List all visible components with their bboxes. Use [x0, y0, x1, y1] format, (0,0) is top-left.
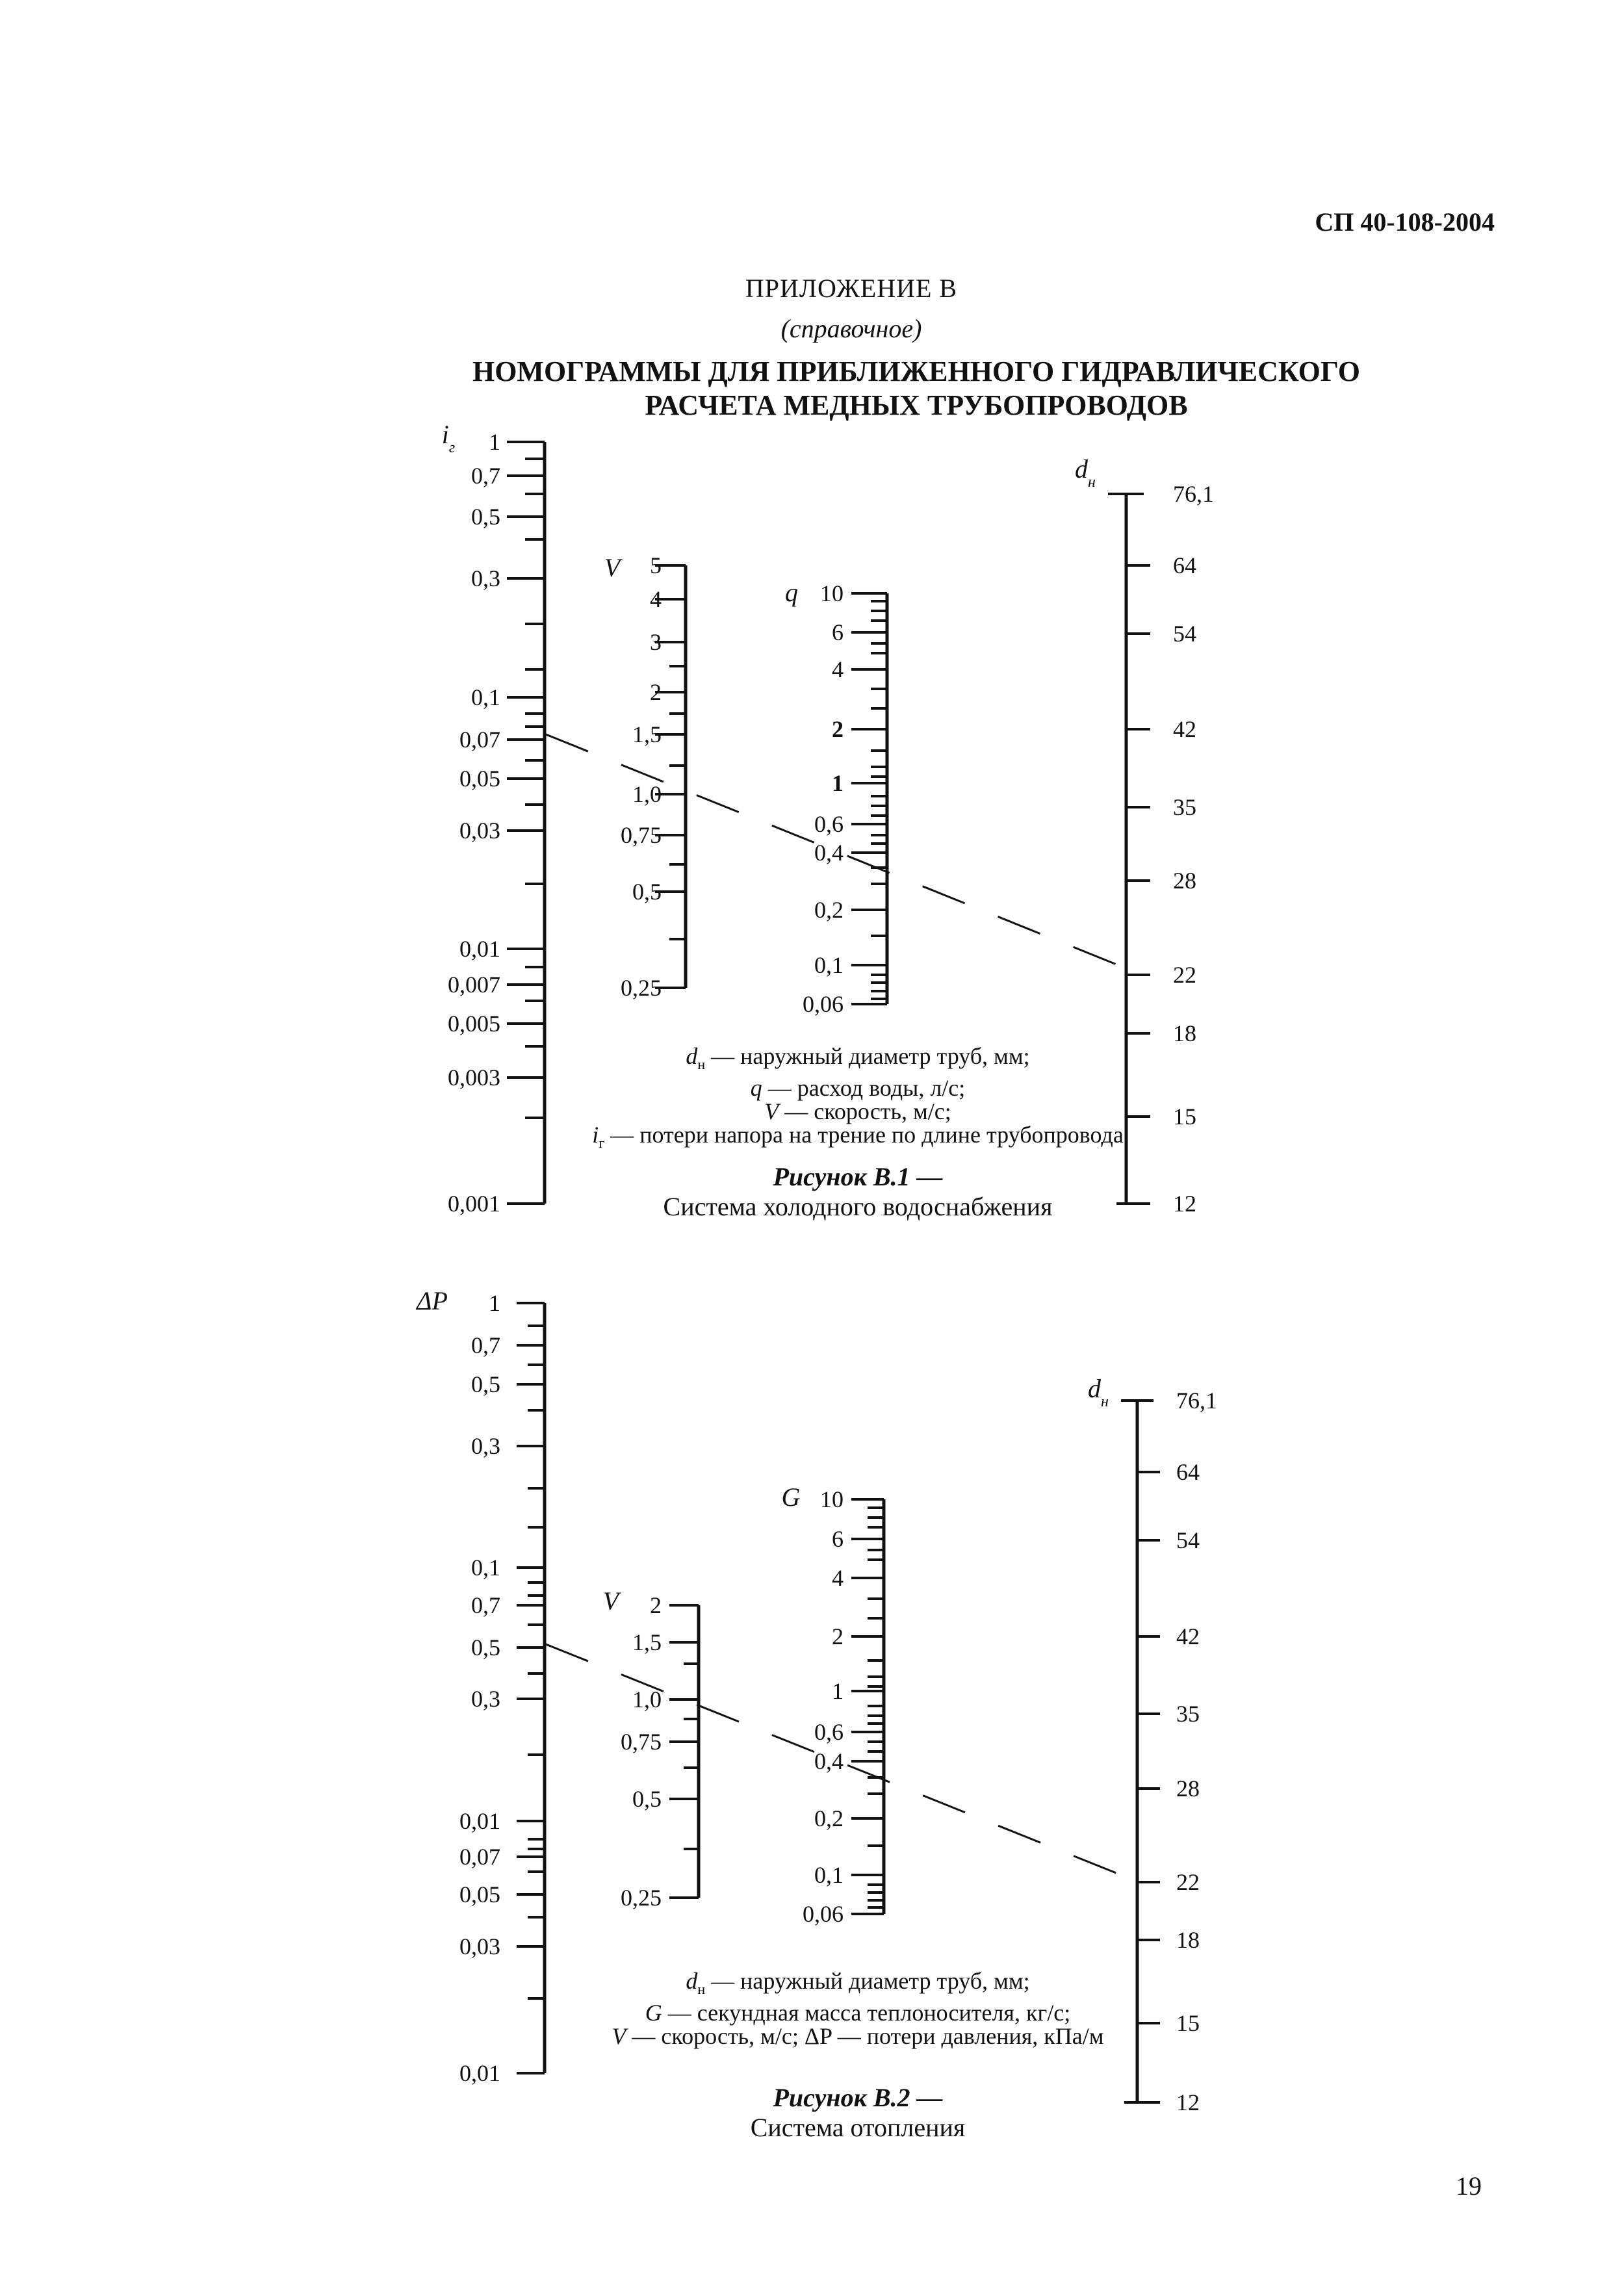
fig1-v-tick-label: 4 — [650, 586, 662, 612]
fig2-dn-tick-label: 42 — [1176, 1623, 1200, 1649]
fig1-ir-tick-label: 0,07 — [459, 727, 500, 753]
fig1-ir-tick-label: 0,05 — [459, 766, 500, 792]
fig1-v-tick-label: 0,75 — [621, 822, 662, 848]
figure-2-caption-title: Рисунок В.2 — — [773, 2083, 943, 2112]
figure-2-caption — [598, 2083, 1118, 2143]
fig1-q-tick-label: 10 — [820, 580, 844, 606]
fig1-ir-tick-label: 0,03 — [459, 818, 500, 844]
fig2-dn-tick-label: 35 — [1176, 1701, 1200, 1727]
fig2-g-tick-label: 0,1 — [814, 1862, 844, 1888]
fig1-dn-tick-label: 64 — [1173, 552, 1196, 578]
fig2-dn-tick-label: 18 — [1176, 1927, 1200, 1953]
fig2-dn-tick-label: 28 — [1176, 1776, 1200, 1802]
fig2-dp-tick-label: 0,05 — [459, 1881, 500, 1907]
fig1-dn-scale-name-sub: н — [1088, 474, 1096, 491]
fig2-g-tick-label: 6 — [832, 1526, 844, 1552]
legend-symbol: V — [612, 2023, 626, 2050]
legend-text: — скорость, м/с; ΔP — потери давления, кПа/м — [626, 2023, 1104, 2050]
appendix-label: ПРИЛОЖЕНИЕ В — [745, 274, 958, 303]
fig2-dn-scale-name-sub: н — [1101, 1393, 1109, 1410]
fig1-ir-tick-label: 0,003 — [448, 1065, 500, 1091]
fig2-dp-tick-label: 0,5 — [471, 1634, 500, 1660]
fig2-dp-tick-label: 0,7 — [471, 1592, 500, 1618]
fig1-v-tick-label: 1,5 — [632, 721, 662, 747]
fig2-dp-tick-label: 1 — [489, 1290, 500, 1316]
fig1-dn-tick-label: 76,1 — [1173, 481, 1214, 507]
fig1-v-tick-label: 2 — [650, 679, 662, 705]
figure-1-legend-line-4 — [533, 1123, 1183, 1155]
fig1-ir-tick-label: 0,001 — [448, 1191, 500, 1217]
fig2-dp-tick-label: 0,3 — [471, 1686, 500, 1712]
fig2-dn-tick-label: 76,1 — [1176, 1388, 1217, 1414]
fig2-v-tick-label: 1,5 — [632, 1629, 662, 1655]
figure-2-legend-line-1 — [533, 1969, 1183, 2001]
fig2-dn-tick-label: 22 — [1176, 1869, 1200, 1895]
fig2-g-tick-label: 0,6 — [814, 1719, 844, 1745]
legend-symbol: q — [750, 1075, 762, 1102]
fig2-v-tick-label: 0,25 — [621, 1885, 662, 1911]
fig2-dn-tick-label: 12 — [1176, 2089, 1200, 2115]
legend-symbol-sub: н — [697, 1981, 706, 1998]
fig2-g-tick-label: 0,4 — [814, 1748, 844, 1774]
legend-text: — скорость, м/с; — [779, 1098, 951, 1125]
fig1-q-scale-name: q — [785, 578, 798, 607]
fig1-v-tick-label: 3 — [650, 629, 662, 655]
fig1-dn-tick-label: 35 — [1173, 794, 1196, 820]
fig1-v-tick-label: 0,5 — [632, 879, 662, 905]
fig2-dp-tick-label: 0,5 — [471, 1371, 500, 1397]
fig1-ir-tick-label: 0,005 — [448, 1011, 500, 1037]
fig2-dp-tick-label: 0,01 — [459, 2060, 500, 2086]
fig2-g-tick-label: 0,06 — [803, 1901, 844, 1927]
fig1-ir-tick-label: 0,007 — [448, 972, 500, 998]
figure-1-legend — [533, 1044, 1183, 1155]
figure-2-legend-line-2 — [533, 2001, 1183, 2024]
fig1-ir-scale-name: $i_г$ — [441, 420, 456, 456]
legend-text: — наружный диаметр труб, мм; — [705, 1043, 1030, 1069]
legend-text: — секундная масса теплоносителя, кг/с; — [662, 2000, 1071, 2026]
legend-text: — наружный диаметр труб, мм; — [705, 1968, 1030, 1994]
fig1-ir-scale-name-sub: г — [448, 439, 456, 456]
fig1-q-tick-label: 0,1 — [814, 952, 844, 978]
appendix-title-line-1: НОМОГРАММЫ ДЛЯ ПРИБЛИЖЕННОГО ГИДРАВЛИЧЕСКОГО — [472, 355, 1361, 387]
legend-symbol: d — [686, 1043, 698, 1069]
fig1-q-tick-label: 0,2 — [814, 897, 844, 923]
fig1-dn-tick-label: 54 — [1173, 621, 1196, 647]
fig2-dp-tick-label: 0,03 — [459, 1933, 500, 1959]
legend-symbol: V — [764, 1098, 779, 1125]
fig1-ir-tick-label: 0,1 — [471, 684, 500, 710]
fig1-dn-tick-label: 28 — [1173, 868, 1196, 894]
fig1-ir-tick-label: 1 — [489, 429, 500, 455]
fig2-dp-tick-label: 0,3 — [471, 1433, 500, 1459]
fig1-dn-tick-label: 18 — [1173, 1020, 1196, 1046]
fig1-dn-tick-label: 15 — [1173, 1104, 1196, 1130]
fig2-dn-tick-label: 15 — [1176, 2010, 1200, 2036]
fig2-dp-tick-label: 0,07 — [459, 1844, 500, 1870]
figure-1-legend-line-1 — [533, 1044, 1183, 1076]
fig2-v-tick-label: 2 — [650, 1592, 662, 1618]
legend-symbol: d — [686, 1968, 698, 1994]
fig2-v-scale-name: V — [602, 1586, 619, 1616]
fig2-v-tick-label: 0,75 — [621, 1729, 662, 1755]
fig1-q-tick-label: 4 — [832, 656, 844, 682]
fig1-ir-tick-label: 0,3 — [471, 565, 500, 591]
legend-text: — потери напора на трение по длине трубопровода — [604, 1122, 1124, 1148]
legend-symbol: i — [592, 1122, 599, 1148]
fig1-v-tick-label: 0,25 — [621, 975, 662, 1001]
fig1-q-tick-label: 0,4 — [814, 840, 844, 866]
fig1-ir-tick-label: 0,5 — [471, 504, 500, 530]
legend-text: — расход воды, л/с; — [762, 1075, 966, 1102]
figure-1-legend-line-2 — [533, 1076, 1183, 1100]
appendix-title-line-2: РАСЧЕТА МЕДНЫХ ТРУБОПРОВОДОВ — [645, 389, 1188, 421]
fig1-v-tick-label: 1,0 — [632, 781, 662, 807]
fig2-dp-scale-name: ΔP — [417, 1286, 448, 1315]
fig2-v-tick-label: 0,5 — [632, 1786, 662, 1812]
fig2-dp-tick-label: 0,7 — [471, 1332, 500, 1358]
fig2-g-tick-label: 2 — [832, 1623, 844, 1649]
figure-1-caption-title: Рисунок В.1 — — [773, 1162, 943, 1191]
fig2-g-scale-name: G — [781, 1482, 801, 1512]
fig1-v-scale-name: V — [604, 553, 621, 582]
fig1-q-tick-label: 1 — [832, 770, 844, 796]
fig1-dn-tick-label: 12 — [1173, 1191, 1196, 1217]
document-code: СП 40-108-2004 — [1315, 207, 1495, 237]
appendix-note: (справочное) — [780, 314, 922, 343]
fig2-dn-scale-name: $d_н$ — [1088, 1374, 1109, 1410]
figure-2-legend-line-3 — [533, 2024, 1183, 2048]
fig1-v-tick-label: 5 — [650, 552, 662, 578]
fig1-dn-scale-name: $d_н$ — [1075, 454, 1096, 491]
fig1-q-tick-label: 0,06 — [803, 991, 844, 1017]
figure-1-caption — [598, 1162, 1118, 1222]
fig2-g-tick-label: 0,2 — [814, 1805, 844, 1831]
fig2-g-tick-label: 10 — [820, 1486, 844, 1512]
fig2-dn-tick-label: 54 — [1176, 1527, 1200, 1553]
fig1-ir-tick-label: 0,01 — [459, 936, 500, 962]
fig1-ir-tick-label: 0,7 — [471, 463, 500, 489]
page-number: 19 — [1456, 2171, 1482, 2201]
legend-symbol-sub: н — [697, 1056, 706, 1073]
figure-2-legend — [533, 1969, 1183, 2048]
figure-1-caption-text: Система холодного водоснабжения — [663, 1192, 1053, 1221]
fig2-dp-tick-label: 0,1 — [471, 1555, 500, 1581]
fig1-q-tick-label: 0,6 — [814, 811, 844, 837]
legend-symbol-sub: г — [599, 1135, 605, 1152]
fig2-dp-tick-label: 0,01 — [459, 1808, 500, 1834]
fig1-dn-tick-label: 42 — [1173, 716, 1196, 742]
fig2-g-tick-label: 1 — [832, 1678, 844, 1704]
figure-2-caption-text: Система отопления — [750, 2113, 966, 2142]
fig2-v-tick-label: 1,0 — [632, 1686, 662, 1712]
fig2-dn-tick-label: 64 — [1176, 1459, 1200, 1485]
fig2-g-tick-label: 4 — [832, 1565, 844, 1591]
fig1-q-tick-label: 6 — [832, 619, 844, 645]
fig1-dn-tick-label: 22 — [1173, 962, 1196, 988]
figure-1-legend-line-3 — [533, 1100, 1183, 1123]
legend-symbol: G — [645, 2000, 662, 2026]
fig1-q-tick-label: 2 — [832, 716, 844, 742]
